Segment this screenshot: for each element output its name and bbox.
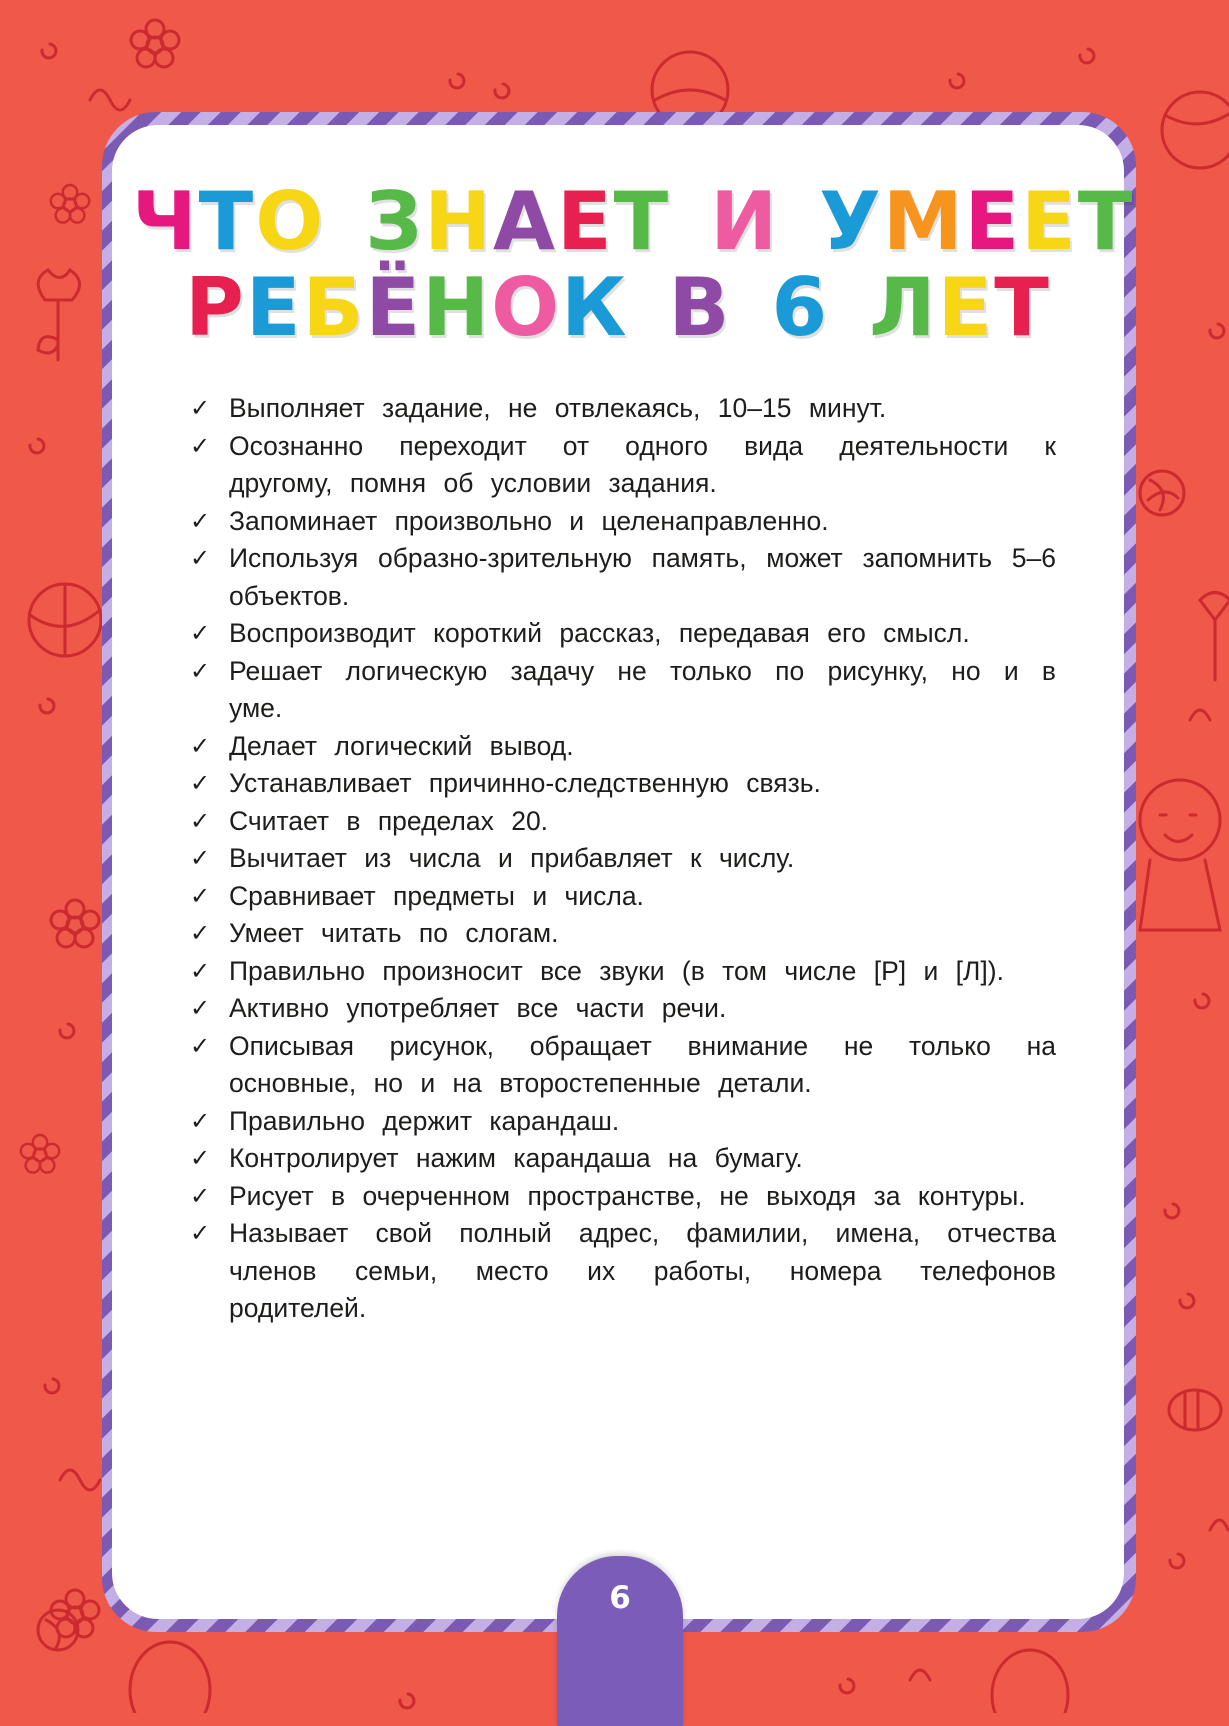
list-item-text: Решает логическую задачу не только по рисунку, но и в уме. (229, 655, 1056, 723)
tulip-icon (38, 270, 80, 360)
list-item (190, 1028, 1056, 1103)
list-item (190, 990, 1056, 1028)
title-line-2 (112, 261, 1124, 354)
checkmark-icon: ✓ (190, 920, 211, 947)
list-item-text: Правильно произносит все звуки (в том числе [Р] и [Л]). (229, 955, 1004, 986)
title-letter: Е (556, 175, 614, 268)
title-letter: А (493, 175, 557, 268)
list-item-text: Устанавливает причинно-следственную связь. (229, 768, 821, 798)
flower-icon (51, 185, 89, 223)
title-word (668, 261, 732, 354)
list-item (190, 765, 1056, 803)
title-letter: Т (994, 261, 1051, 354)
checkmark-icon: ✓ (190, 395, 211, 422)
checkmark-icon: ✓ (190, 1145, 211, 1172)
list-item (190, 428, 1056, 503)
title-word (365, 175, 671, 268)
list-item-text: Используя образно-зрительную память, может запомнить 5–6 объектов. (229, 543, 1056, 611)
list-item-text: Делает логический вывод. (229, 730, 574, 761)
flower-icon (21, 1135, 59, 1173)
checkmark-icon: ✓ (190, 1032, 211, 1060)
title-word (132, 175, 326, 268)
checkmark-icon: ✓ (190, 1220, 211, 1247)
title-letter: О (255, 175, 326, 268)
checkmark-icon: ✓ (190, 770, 211, 797)
doll-icon (1140, 780, 1220, 930)
title-letter: Т (198, 175, 256, 268)
checkmark-icon: ✓ (190, 545, 211, 572)
list-item-text: Воспроизводит короткий рассказ, передавая его смысл. (229, 618, 970, 648)
checkmark-icon: ✓ (190, 1107, 211, 1135)
checkmark-icon: ✓ (190, 995, 211, 1022)
list-item (190, 390, 1056, 428)
list-item (190, 653, 1056, 728)
title-letter: Ё (365, 261, 423, 354)
title-letter: Е (245, 261, 303, 354)
title-letter: Л (869, 261, 938, 354)
list-item-text: Контролирует нажим карандаша на бумагу. (229, 1143, 803, 1173)
list-item (190, 803, 1056, 841)
list-item (190, 840, 1056, 878)
list-item-text: Выполняет задание, не отвлекаясь, 10–15 минут. (229, 393, 887, 423)
list-item-text: Правильно держит карандаш. (229, 1105, 620, 1136)
list-item (190, 953, 1056, 991)
checkmark-icon: ✓ (190, 957, 211, 985)
bee-icon (1169, 1390, 1221, 1430)
list-item (190, 1103, 1056, 1141)
title-word (819, 175, 1135, 268)
flower-icon (51, 900, 99, 947)
title-letter: Т (1077, 175, 1135, 268)
list-item-text: Считает в пределах 20. (229, 805, 549, 836)
checkmark-icon: ✓ (190, 432, 211, 460)
list-item (190, 540, 1056, 615)
title-line-1 (112, 175, 1135, 268)
ball-icon (29, 584, 101, 656)
list-item-text: Осознанно переходит от одного вида деятельности к другому, помня об условии задания. (229, 430, 1056, 498)
title-letter: З (365, 175, 425, 268)
title-letter: У (819, 175, 883, 268)
flower-icon (131, 20, 179, 67)
checkmark-icon: ✓ (190, 507, 211, 535)
checkmark-icon: ✓ (190, 845, 211, 872)
title-letter: О (491, 261, 562, 354)
checkmark-icon: ✓ (190, 882, 211, 910)
list-item (190, 1215, 1056, 1328)
title-letter: К (561, 261, 629, 354)
list-item (190, 503, 1056, 541)
title-letter: Ч (132, 175, 199, 268)
list-item (190, 878, 1056, 916)
list-item-text: Умеет читать по слогам. (229, 918, 559, 948)
title-letter: Б (302, 261, 366, 354)
title-word (710, 175, 780, 268)
title-word (185, 261, 629, 354)
balloon-icon (992, 1650, 1068, 1713)
title-letter: Н (424, 175, 494, 268)
title-letter: В (668, 261, 732, 354)
list-item (190, 615, 1056, 653)
title-letter: Е (1021, 175, 1078, 268)
list-item (190, 1140, 1056, 1178)
list-item-text: Сравнивает предметы и числа. (229, 880, 644, 911)
candy-icon (1140, 471, 1184, 515)
title-letter: М (882, 175, 965, 268)
skills-list (190, 390, 1056, 1328)
title-letter: Е (937, 261, 995, 354)
balloon-icon (130, 1642, 210, 1713)
title-word (771, 261, 830, 354)
checkmark-icon: ✓ (190, 732, 211, 760)
list-item-text: Запоминает произвольно и целенаправленно. (229, 505, 829, 536)
candy-icon (38, 1610, 78, 1650)
page-number: 6 (609, 1580, 631, 1616)
list-item-text: Описывая рисунок, обращает внимание не только на основные, но и на второстепенные детали. (229, 1030, 1056, 1098)
checkmark-icon: ✓ (190, 657, 211, 685)
checkmark-icon: ✓ (190, 807, 211, 835)
title-letter: И (710, 175, 780, 268)
tulip-icon (1200, 593, 1229, 681)
title-letter: 6 (771, 261, 830, 354)
checkmark-icon: ✓ (190, 1182, 211, 1210)
list-item (190, 915, 1056, 953)
list-item-text: Вычитает из числа и прибавляет к числу. (229, 843, 795, 873)
title-letter: Н (422, 261, 492, 354)
checkmark-icon: ✓ (190, 620, 211, 647)
title-letter: Е (964, 175, 1022, 268)
list-item (190, 1178, 1056, 1216)
list-item (190, 728, 1056, 766)
title-letter: Т (613, 175, 671, 268)
list-item-text: Называет свой полный адрес, фамилии, имена, отчества членов семьи, место их работы, номера телефонов родителей. (229, 1218, 1056, 1323)
list-item-text: Рисует в очерченном пространстве, не выходя за контуры. (229, 1180, 1026, 1211)
ball-icon (1162, 92, 1229, 168)
title-word (869, 261, 1051, 354)
title-letter: Р (185, 261, 246, 354)
list-item-text: Активно употребляет все части речи. (229, 993, 727, 1023)
